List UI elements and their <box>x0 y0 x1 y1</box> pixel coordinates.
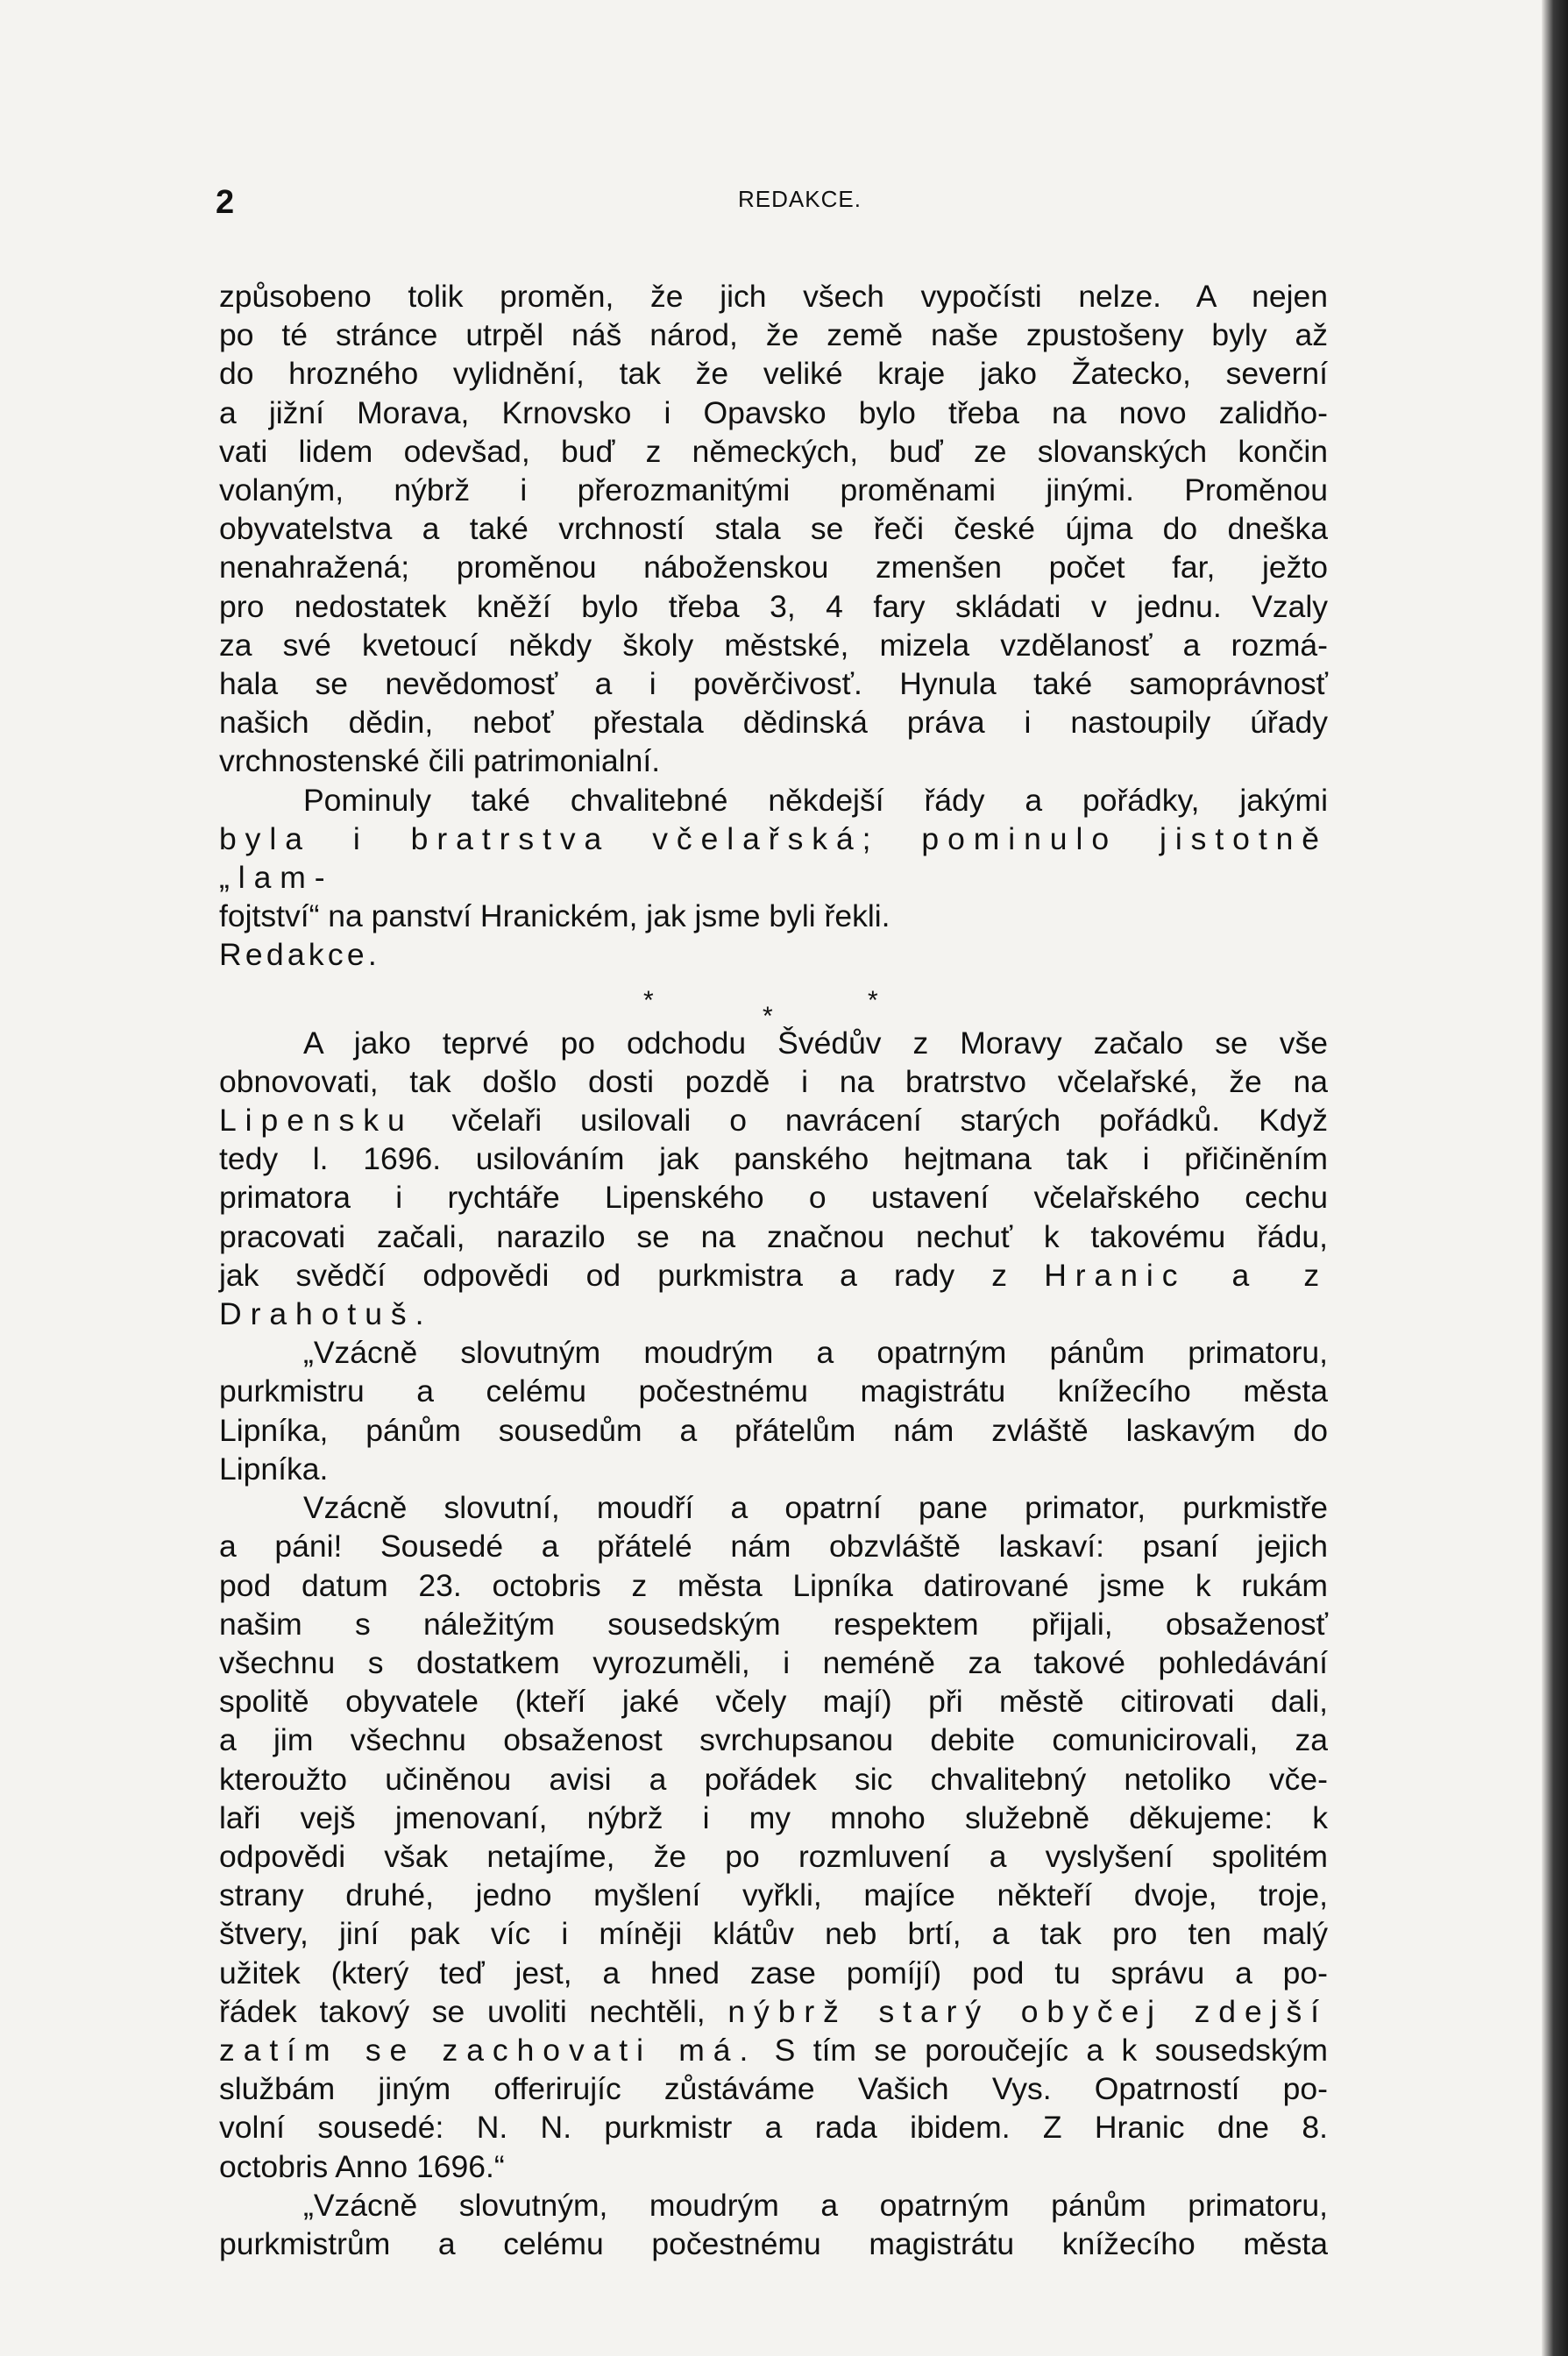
text-line: za své kvetoucí někdy školy městské, mizela vzdělanosť a rozmá- <box>219 627 1328 663</box>
page-number: 2 <box>216 184 236 221</box>
text-line: strany druhé, jedno myšlení vyřkli, majíce někteří dvoje, troje, <box>219 1877 1328 1913</box>
text-line: užitek (který teď jest, a hned zase pomíjí) pod tu správu a po- <box>219 1955 1328 1991</box>
text-line: volní sousedé: N. N. purkmistr a rada ibidem. Z Hranic dne 8. <box>219 2110 1328 2146</box>
place-name-drahotus: Drahotuš. <box>219 1296 433 1332</box>
paragraph-2 <box>219 781 1328 936</box>
text-span: řádek takový se uvoliti nechtěli, <box>219 1993 728 2029</box>
text-line: laři vejš jmenovaní, nýbrž i my mnoho služebně děkujeme: k <box>219 1799 1328 1835</box>
place-name-hranic: Hranic a z <box>1044 1257 1329 1293</box>
text-line <box>219 1101 1328 1139</box>
text-line: purkmistru a celému počestnému magistrátu knížecího města <box>219 1373 1328 1409</box>
text-line: A jako teprvé po odchodu Švédův z Moravy začalo se vše <box>303 1025 1328 1061</box>
text-line: pro nedostatek kněží bylo třeba 3, 4 fary skládati v jednu. Vzaly <box>219 588 1328 624</box>
text-line: primatora i rychtáře Lipenského o ustavení včelařského cechu <box>219 1180 1328 1216</box>
text-line: nenahražená; proměnou náboženskou zmenšen počet far, ježto <box>219 550 1328 585</box>
paragraph-5-letter-body <box>219 1488 1328 2186</box>
paragraph-1 <box>219 277 1328 781</box>
text-line: a jim všechnu obsaženost svrchupsanou debite comunicirovali, za <box>219 1722 1328 1758</box>
text-span: včelaři usilovali o navrácení starých pořádků. Když <box>413 1103 1328 1139</box>
text-line: fojtství“ na panství Hranickém, jak jsme byli řekli. <box>219 898 890 934</box>
text-line: našich dědin, neboť přestala dědinská práva i nastoupily úřady <box>219 705 1328 741</box>
text-line: odpovědi však netajíme, že po rozmluvení a vyslyšení spolitém <box>219 1838 1328 1874</box>
running-title-text: REDAKCE. <box>738 186 862 212</box>
place-name-lipensku: Lipensku <box>219 1103 414 1139</box>
section-divider-asterisks <box>219 975 1328 1031</box>
paragraph-3 <box>219 1024 1328 1334</box>
text-line: a páni! Sousedé a přátelé nám obzvláště laskaví: psaní jejich <box>219 1529 1328 1565</box>
running-title <box>0 186 1568 213</box>
text-line: Vzácně slovutní, moudří a opatrní pane primator, purkmistře <box>303 1490 1328 1526</box>
text-span: S tím se poroučejíc a k sousedským <box>756 2032 1328 2068</box>
text-line: pracovati začali, narazilo se na značnou nechuť k takovému řádu, <box>219 1218 1328 1254</box>
paragraph-6-second-letter <box>219 2186 1328 2263</box>
asterisk: * <box>643 985 654 1015</box>
text-line <box>219 1992 1328 2031</box>
text-line: obnovovati, tak došlo dosti pozdě i na bratrstvo včelařské, že na <box>219 1063 1328 1099</box>
text-line: kteroužto učiněnou avisi a pořádek sic chvalitebný netoliko vče- <box>219 1761 1328 1797</box>
text-span: jak svědčí odpovědi od purkmistra a rady z <box>219 1257 1045 1293</box>
text-line: způsobeno tolik proměn, že jich všech vypočísti nelze. A nejen <box>219 279 1328 314</box>
spaced-emphasis: nýbrž starý obyčej zdejší <box>727 1993 1328 2029</box>
text-line: purkmistrům a celému počestnému magistrátu knížecího města <box>219 2225 1328 2261</box>
text-line: obyvatelstva a také vrchností stala se řeči české újma do dneška <box>219 511 1328 547</box>
text-line: vrchnostenské čili patrimonialní. <box>219 743 661 779</box>
signature-redakce: Redakce. <box>219 937 381 973</box>
text-line: všechnu s dostatkem vyrozuměli, i neméně za takové pohledávání <box>219 1644 1328 1680</box>
text-line: octobris Anno 1696.“ <box>219 2148 505 2184</box>
asterisk: * <box>868 985 878 1015</box>
text-line: a jižní Morava, Krnovsko i Opavsko bylo třeba na novo zalidňo- <box>219 394 1328 430</box>
text-line: pod datum 23. octobris z města Lipníka datirované jsme k rukám <box>219 1567 1328 1603</box>
text-line: do hrozného vylidnění, tak že veliké kraje jako Žatecko, severní <box>219 356 1328 392</box>
text-line: službám jiným offerirujíc zůstáváme Vašich Vys. Opatrností po- <box>219 2071 1328 2107</box>
text-line: „Vzácně slovutným moudrým a opatrným pánům primatoru, <box>303 1335 1328 1371</box>
text-line: našim s náležitým sousedským respektem přijali, obsaženosť <box>219 1606 1328 1642</box>
text-line: hala se nevědomosť a i pověrčivosť. Hynula také samoprávnosť <box>219 666 1328 702</box>
text-line-spaced: byla i bratrstva včelařská; pominulo jistotně „lam- <box>219 820 1328 896</box>
text-line: štvery, jiní pak víc i míněji klátův neb brtí, a tak pro ten malý <box>219 1916 1328 1952</box>
text-line: Pominuly také chvalitebné někdejší řády a pořádky, jakými <box>303 782 1328 818</box>
spaced-emphasis: zatím se zachovati má. <box>219 2032 757 2068</box>
text-line <box>219 1256 1328 1295</box>
page-binding-edge <box>1542 0 1568 2356</box>
text-line: volaným, nýbrž i přerozmanitými proměnami jinými. Proměnou <box>219 472 1328 508</box>
body-text <box>219 277 1328 2263</box>
text-line: „Vzácně slovutným, moudrým a opatrným pánům primatoru, <box>303 2187 1328 2223</box>
paragraph-4-letter-address <box>219 1333 1328 1488</box>
text-line: vati lidem odevšad, buď z německých, buď ze slovanských končin <box>219 433 1328 469</box>
text-line: tedy l. 1696. usilováním jak panského hejtmana tak i přičiněním <box>219 1141 1328 1177</box>
asterisk: * <box>763 1001 773 1031</box>
text-line: Lipníka, pánům sousedům a přátelům nám zvláště laskavým do <box>219 1412 1328 1448</box>
text-line: spolitě obyvatele (kteří jaké včely mají) při městě citirovati dali, <box>219 1684 1328 1720</box>
text-line <box>219 2031 1328 2069</box>
text-line: Lipníka. <box>219 1451 329 1487</box>
text-line: po té stránce utrpěl náš národ, že země naše zpustošeny byly až <box>219 317 1328 353</box>
